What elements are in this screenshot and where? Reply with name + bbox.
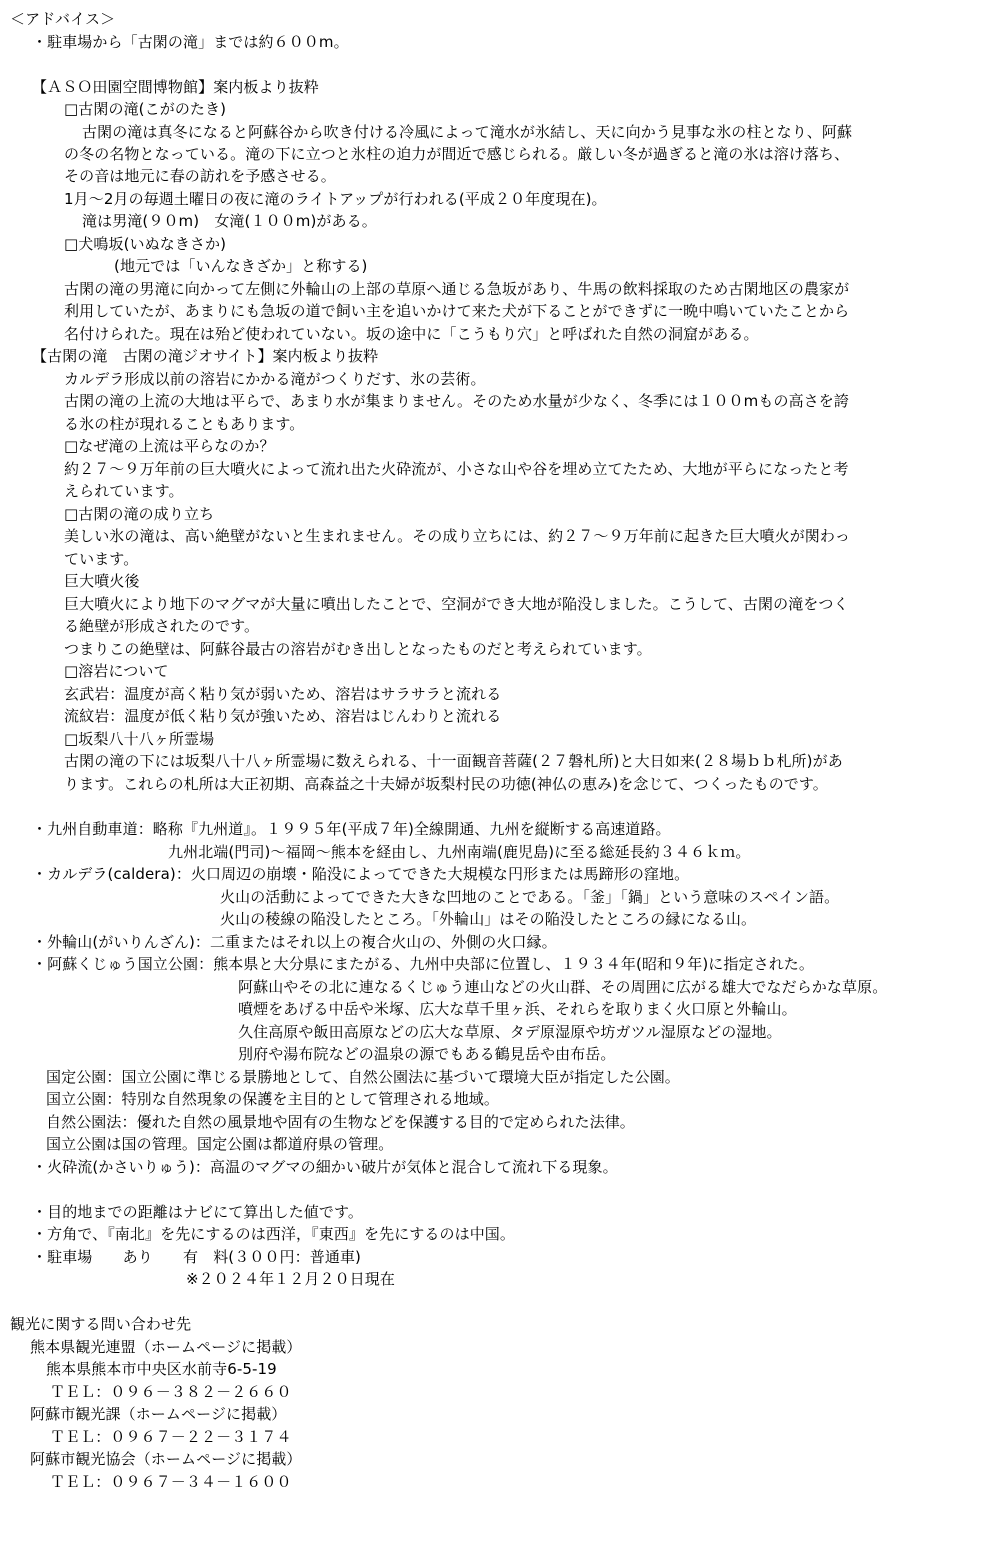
text-line: る絶壁が形成されたのです。 [64, 617, 260, 635]
text-line: 古閑の滝の下には坂梨八十八ヶ所霊場に数えられる、十一面観音菩薩(２７磐札所)と大日如来(２８場ｂｂ札所)があ [64, 752, 843, 770]
text-line: ています。 [64, 550, 139, 568]
text-line: ・目的地までの距離はナビにて算出した値です。 [32, 1203, 364, 1221]
text-line: 久住高原や飯田高原などの広大な草原、タデ原湿原や坊ガツル湿原などの湿地。 [238, 1023, 782, 1041]
text-line: □古閑の滝(こがのたき) [64, 100, 227, 118]
text-line: 火山の活動によってできた大きな凹地のことである。「釜」「鍋」という意味のスペイン語。 [220, 888, 840, 906]
text-line: 流紋岩：温度が低く粘り気が強いため、溶岩はじんわりと流れる [64, 707, 502, 725]
text-line: □古閑の滝の成り立ち [64, 505, 215, 523]
text-line: 巨大噴火により地下のマグマが大量に噴出したことで、空洞ができ大地が陥没しました。こうして、古閑の滝をつく [64, 595, 849, 613]
text-line: 滝は男滝(９０m) 女滝(１００m)がある。 [82, 212, 377, 230]
text-line: ＴＥＬ：０９６－３８２－２６６０ [50, 1383, 292, 1401]
text-line: 【古閑の滝 古閑の滝ジオサイト】案内板より抜粋 [32, 347, 379, 365]
text-line: ・火砕流(かさいりゅう)：高温のマグマの細かい破片が気体と混合して流れ下る現象。 [32, 1158, 618, 1176]
text-line: 古閑の滝は真冬になると阿蘇谷から吹き付ける冷風によって滝水が氷結し、天に向かう見事な氷の柱となり、阿蘇 [82, 123, 853, 141]
text-line: 熊本県熊本市中央区水前寺6-5-19 [46, 1360, 277, 1378]
text-line: 美しい氷の滝は、高い絶壁がないと生まれません。その成り立ちには、約２７～９万年前に起きた巨大噴火が関わっ [64, 527, 850, 545]
text-line: 阿蘇市観光協会（ホームページに掲載） [30, 1450, 302, 1468]
text-line: 別府や湯布院などの温泉の源でもある鶴見岳や由布岳。 [238, 1045, 616, 1063]
text-line: る氷の柱が現れることもあります。 [64, 415, 305, 433]
text-line: (地元では「いんなきざか」と称する) [114, 257, 368, 275]
text-line: 国定公園：国立公園に準じる景勝地として、自然公園法に基づいて環境大臣が指定した公園。 [46, 1068, 680, 1086]
text-line: ＴＥＬ：０９６７－２２－３１７４ [50, 1428, 292, 1446]
text-line: ・九州自動車道：略称『九州道』。１９９５年(平成７年)全線開通、九州を縦断する高速道路。 [32, 820, 671, 838]
text-line: の冬の名物となっている。滝の下に立つと氷柱の迫力が間近で感じられる。厳しい冬が過ぎると滝の氷は溶け落ち、 [64, 145, 850, 163]
text-line: □坂梨八十八ヶ所霊場 [64, 730, 215, 748]
text-line: ・カルデラ(caldera)：火口周辺の崩壊・陥没によってできた大規模な円形または馬蹄形の窪地。 [32, 865, 690, 883]
text-line: つまりこの絶壁は、阿蘇谷最古の溶岩がむき出しとなったものだと考えられています。 [64, 640, 652, 658]
text-line: ・方角で、『南北』を先にするのは西洋，『東西』を先にするのは中国。 [32, 1225, 516, 1243]
text-line: 古閑の滝の男滝に向かって左側に外輪山の上部の草原へ通じる急坂があり、牛馬の飲料採取のため古閑地区の農家が [64, 280, 850, 298]
text-line: 九州北端(門司)～福岡～熊本を経由し、九州南端(鹿児島)に至る総延長約３４６ｋｍ。 [168, 843, 751, 861]
text-line: ＜アドバイス＞ [10, 10, 116, 28]
text-line: ・駐車場 あり 有 料(３００円：普通車) [32, 1248, 362, 1266]
text-line: 1月～2月の毎週土曜日の夜に滝のライトアップが行われる(平成２０年度現在)。 [64, 190, 607, 208]
text-line: 約２７～９万年前の巨大噴火によって流れ出た火砕流が、小さな山や谷を埋め立てたため、大地が平らになったと考 [64, 460, 849, 478]
text-line: 利用していたが、あまりにも急坂の道で飼い主を追いかけて来た犬が下ることができずに一晩中鳴いていたことから [64, 302, 850, 320]
text-line: 阿蘇市観光課（ホームページに掲載） [30, 1405, 287, 1423]
text-line: えられています。 [64, 482, 184, 500]
text-line: 観光に関する問い合わせ先 [10, 1315, 192, 1333]
text-line: ＴＥＬ：０９６７－３４－１６００ [50, 1473, 292, 1491]
text-line: 火山の稜線の陥没したところ。「外輪山」はその陥没したところの縁になる山。 [220, 910, 757, 928]
text-line: 阿蘇山やその北に連なるくじゅう連山などの火山群、その周囲に広がる雄大でなだらかな草原。 [238, 978, 888, 996]
text-line: 噴煙をあげる中岳や米塚、広大な草千里ヶ浜、それらを取りまく火口原と外輪山。 [238, 1000, 797, 1018]
text-line: 国立公園は国の管理。国定公園は都道府県の管理。 [46, 1135, 394, 1153]
text-line: 巨大噴火後 [64, 572, 140, 590]
text-line: 古閑の滝の上流の大地は平らで、あまり水が集まりません。そのため水量が少なく、冬季には１００mもの高さを誇 [64, 392, 849, 410]
text-line: カルデラ形成以前の溶岩にかかる滝がつくりだす、氷の芸術。 [64, 370, 486, 388]
text-line: □なぜ滝の上流は平らなのか？ [64, 437, 275, 455]
text-line: □溶岩について [64, 662, 169, 680]
text-line: □犬鳴坂(いぬなきさか) [64, 235, 227, 253]
text-line: ※２０２４年１２月２０日現在 [186, 1270, 395, 1288]
text-line: その音は地元に春の訪れを予感させる。 [64, 167, 336, 185]
text-line: 熊本県観光連盟（ホームページに掲載） [30, 1338, 302, 1356]
text-line: 自然公園法：優れた自然の風景地や固有の生物などを保護する目的で定められた法律。 [46, 1113, 635, 1131]
text-line: ・駐車場から「古閑の滝」までは約６００m。 [32, 33, 349, 51]
text-line: ・阿蘇くじゅう国立公園：熊本県と大分県にまたがる、九州中央部に位置し、１９３４年(昭和９年)に指定された。 [32, 955, 815, 973]
text-line: 【ＡＳＯ田園空間博物館】案内板より抜粋 [32, 78, 319, 96]
text-line: ・外輪山(がいりんざん)：二重またはそれ以上の複合火山の、外側の火口縁。 [32, 933, 557, 951]
text-line: 玄武岩：温度が高く粘り気が弱いため、溶岩はサラサラと流れる [64, 685, 502, 703]
text-line: 国立公園：特別な自然現象の保護を主目的として管理される地域。 [46, 1090, 500, 1108]
text-line: ります。これらの札所は大正初期、高森益之十夫婦が坂梨村民の功徳(神仏の恵み)を念じて、つくったものです。 [64, 775, 828, 793]
text-line: 名付けられた。現在は殆ど使われていない。坂の途中に「こうもり穴」と呼ばれた自然の洞窟がある。 [64, 325, 759, 343]
